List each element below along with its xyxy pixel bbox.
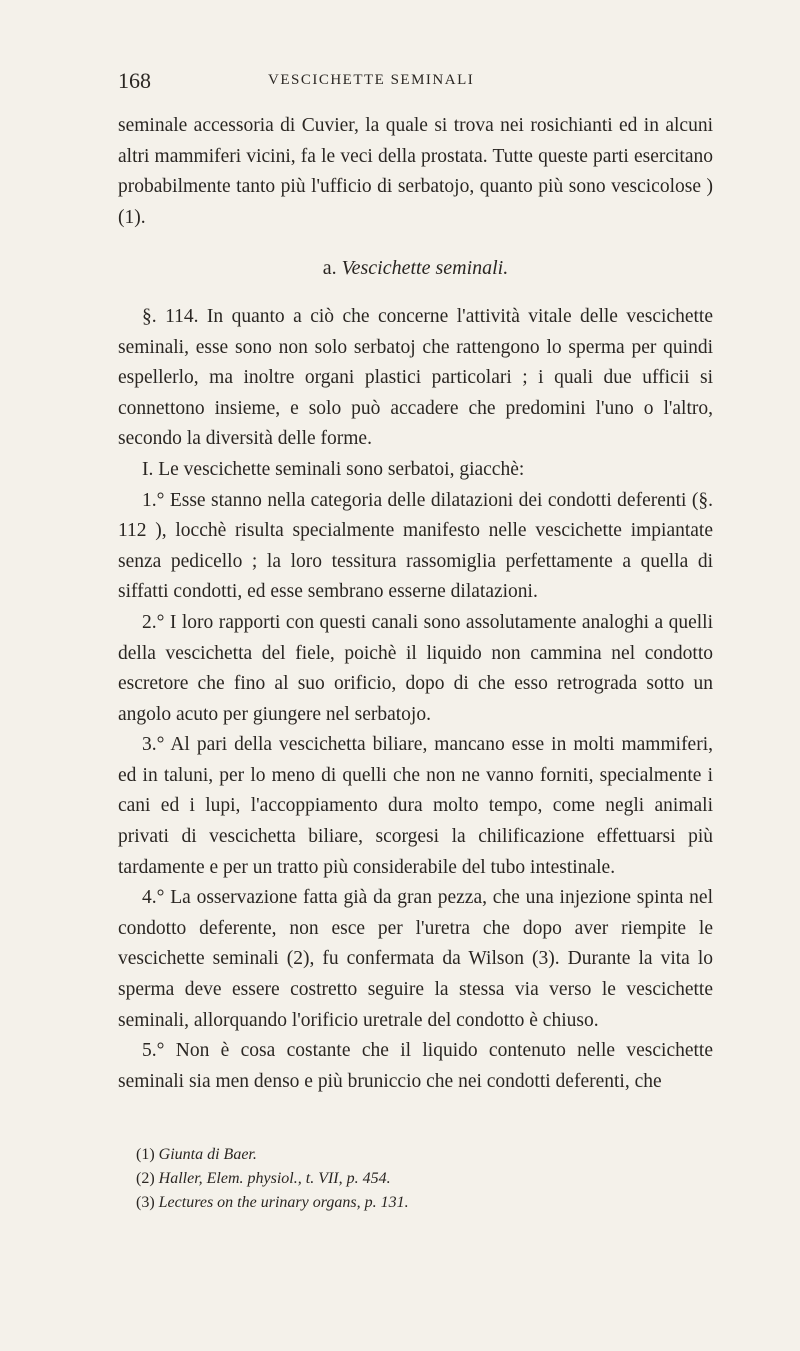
paragraph: 4.° La osservazione fatta già da gran pezza, che una injezione spinta nel condotto deferente, non esce per l'uretra che dopo aver riempite le vescichette seminali (2), fu confermata da Wilson (3). Durante la vita lo sperma deve essere costretto seguire la stessa via verso le vescichette seminali, allorquando l'orificio uretrale del condotto è chiuso. [118, 887, 713, 1031]
paragraph: seminale accessoria di Cuvier, la quale si trova nei rosichianti ed in alcuni altri mammiferi vicini, fa le veci della prostata. Tutte queste parti esercitano probabilmente tanto più l'ufficio di serbatojo, quanto più sono vescicolose ) (1). [118, 115, 713, 228]
page-number: 168 [118, 68, 151, 93]
paragraph: I. Le vescichette seminali sono serbatoi, giacchè: [142, 458, 525, 480]
paragraph: 3.° Al pari della vescichetta biliare, mancano esse in molti mammiferi, ed in taluni, per lo meno di quelli che non ne vanno forniti, specialmente i cani ed i lupi, l'accoppiamento dura molto tempo, come negli animali privati di vescichetta biliare, scorgesi la chilificazione effettuarsi più tardamente e per un tratto più considerabile del tubo intestinale. [118, 734, 713, 878]
paragraph: 5.° Non è cosa costante che il liquido contenuto nelle vescichette seminali sia men denso e più bruniccio che nei condotti deferenti, che [118, 1040, 713, 1092]
footnote [136, 1143, 696, 1167]
footnote-text: Haller, Elem. physiol., t. VII, p. 454. [158, 1170, 391, 1187]
footnote-text: Giunta di Baer. [158, 1146, 257, 1163]
footnote-number: (2) [136, 1170, 155, 1187]
paragraph: §. 114. In quanto a ciò che concerne l'attività vitale delle vescichette seminali, esse sono non solo serbatoj che rattengono lo sperma per quindi espellerlo, ma inoltre organi plastici particolari ; i quali due ufficii si connettono insieme, e solo può accadere che predomini l'uno o l'altro, secondo la diversità delle forme. [118, 305, 713, 450]
footnote [136, 1191, 696, 1215]
section-heading [118, 253, 713, 284]
running-head: VESCICHETTE SEMINALI [268, 72, 475, 88]
footnote-number: (1) [136, 1146, 155, 1163]
body-text [118, 111, 713, 1097]
footnotes [136, 1143, 696, 1215]
paragraph: 1.° Esse stanno nella categoria delle dilatazioni dei condotti deferenti (§. 112 ), locchè risulta specialmente manifesto nelle vescichette impiantate senza pedicello ; la loro tessitura rassomiglia perfettamente a quella di siffatti condotti, ed esse sembrano esserne dilatazioni. [118, 489, 713, 603]
section-letter: a. [322, 257, 337, 280]
footnote-text: Lectures on the urinary organs, p. 131. [158, 1194, 409, 1211]
footnote [136, 1167, 696, 1191]
section-title: Vescichette seminali. [341, 257, 509, 280]
footnote-number: (3) [136, 1194, 155, 1211]
page-header [118, 68, 698, 98]
paragraph: 2.° I loro rapporti con questi canali sono assolutamente analoghi a quelli della vescichetta del fiele, poichè il liquido non cammina nel condotto escretore che fino al suo orificio, dopo di che esso retrograda sotto un angolo acuto per giungere nel serbatojo. [118, 611, 713, 725]
